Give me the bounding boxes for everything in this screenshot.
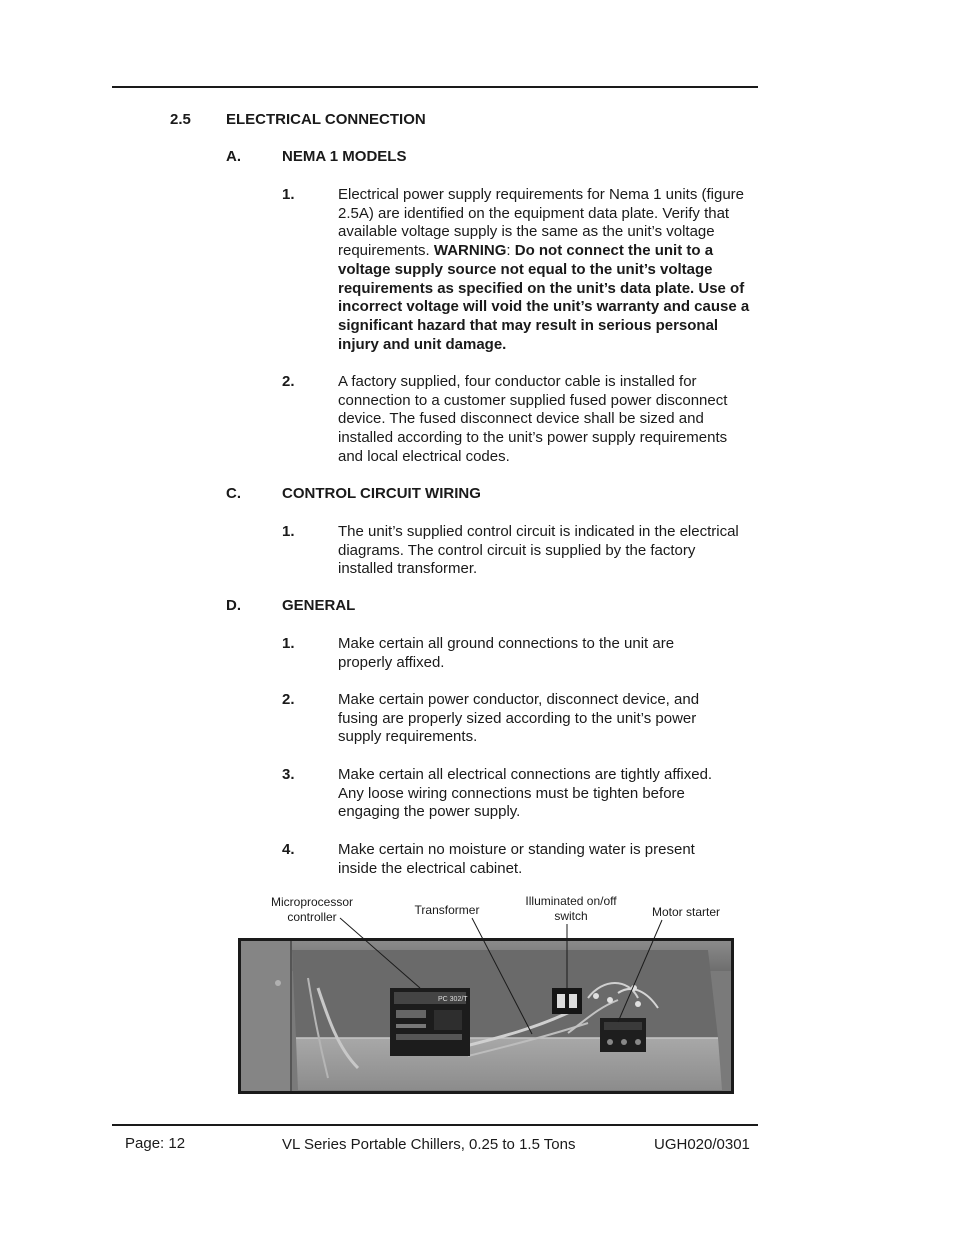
- subsection-title: NEMA 1 MODELS: [282, 148, 407, 165]
- callout-switch: Illuminated on/off switch: [525, 894, 617, 923]
- item-text: Make certain no moisture or standing water is present inside the electrical cabinet.: [338, 841, 695, 877]
- item-number: 1.: [282, 186, 295, 203]
- item-text: Electrical power supply requirements for Nema 1 units (figure 2.5A) are identified on the equipment data plate. Verify that available voltage supply is the same as the unit’s voltage requirements.: [338, 186, 745, 260]
- item-number: 1.: [282, 635, 295, 652]
- document-id: UGH020/0301: [654, 1136, 750, 1153]
- header-rule: [112, 86, 758, 88]
- subsection-title: GENERAL: [282, 597, 356, 614]
- item-number: 4.: [282, 841, 295, 858]
- item-text: A factory supplied, four conductor cable is installed for connection to a customer supplied fused power disconnect device. The fused disconnect device shall be sized and installed according to the unit’s power supply requirements and local electrical codes.: [338, 373, 728, 465]
- subsection-letter: A.: [226, 148, 241, 165]
- subsection-title: CONTROL CIRCUIT WIRING: [282, 485, 481, 502]
- electrical-cabinet-photo: [238, 938, 734, 1094]
- controller-label: PC 302/T: [438, 996, 468, 1003]
- subsection-letter: D.: [226, 597, 241, 614]
- item-text: The unit’s supplied control circuit is indicated in the electrical diagrams. The control circuit is supplied by the factory installed transformer.: [338, 523, 739, 578]
- section-title: ELECTRICAL CONNECTION: [226, 111, 426, 128]
- item-number: 1.: [282, 523, 295, 540]
- item-text: Make certain power conductor, disconnect device, and fusing are properly sized according to the unit’s power supply requirements.: [338, 691, 700, 746]
- list-item: Electrical power supply requirements for Nema 1 units (figure 2.5A) are identified on the equipment data plate. Verify that available voltage supply is the same as the unit’s voltage requirements. WARNING: Do not connect the unit to a voltage supply source not equal to the unit’s voltage requirements as specified on the unit’s data plate. Use of incorrect voltage will void the unit’s warranty and cause a significant hazard that may result in serious personal injury and unit damage.: [338, 186, 750, 353]
- callout-microprocessor: Microprocessor controller: [270, 895, 354, 924]
- footer-rule: [112, 1124, 758, 1126]
- warning-label: WARNING: [433, 242, 507, 260]
- callout-transformer: Transformer: [414, 903, 480, 917]
- item-number: 2.: [282, 373, 295, 390]
- item-number: 2.: [282, 691, 295, 708]
- subsection-letter: C.: [226, 485, 241, 502]
- item-text: Make certain all electrical connections are tightly affixed. Any loose wiring connections must be tighten before engaging the power supply.: [338, 766, 713, 821]
- document-title: VL Series Portable Chillers, 0.25 to 1.5 Tons: [282, 1136, 576, 1153]
- callout-motor-starter: Motor starter: [651, 905, 720, 919]
- item-text: Make certain all ground connections to the unit are properly affixed.: [338, 635, 675, 671]
- section-number: 2.5: [170, 111, 191, 128]
- page-number: Page: 12: [125, 1135, 186, 1152]
- warning-text: Do not connect the unit to a voltage supply source not equal to the unit’s voltage requirements as specified on the unit’s data plate. Use of incorrect voltage will void the unit’s warranty and cause a significant hazard that may result in serious personal injury and unit damage.: [338, 242, 750, 353]
- item-number: 3.: [282, 766, 295, 783]
